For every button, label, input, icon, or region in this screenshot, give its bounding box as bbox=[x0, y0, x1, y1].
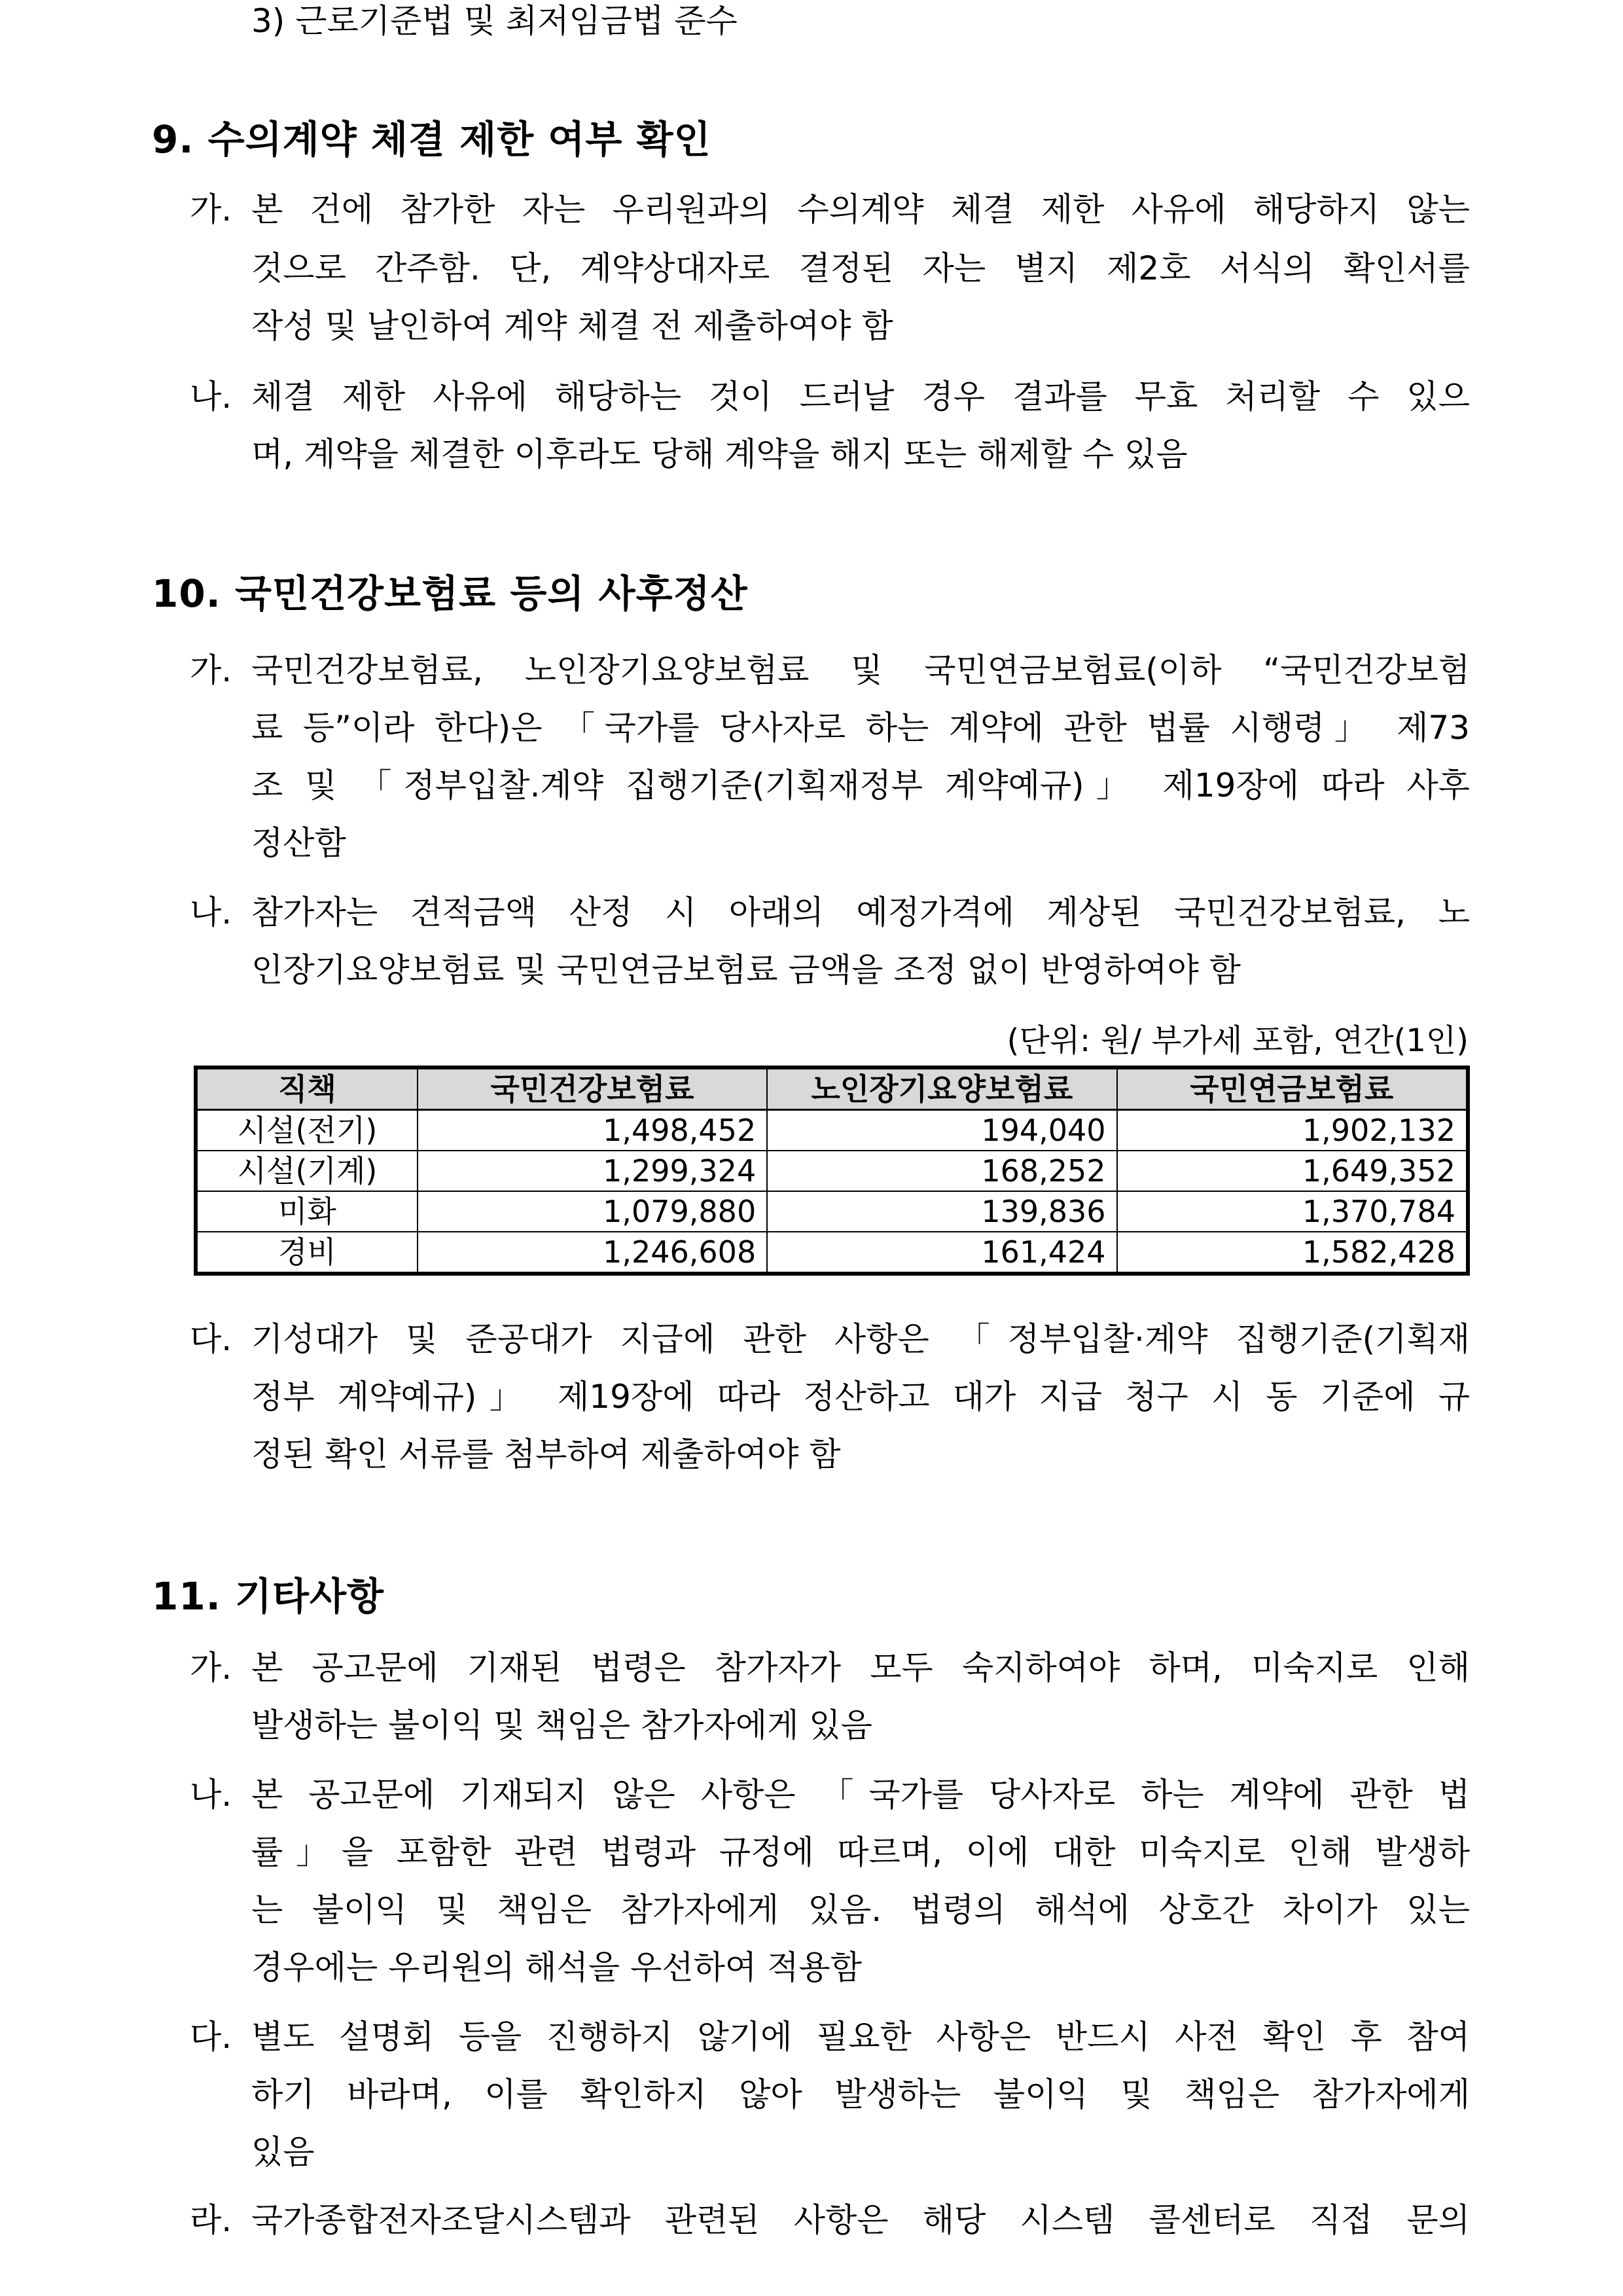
section-9-title: 9. 수의계약 체결 제한 여부 확인 bbox=[152, 117, 711, 162]
section-10-item-na-line-2: 인장기요양보험료 및 국민연금보험료 금액을 조정 없이 반영하여야 함 bbox=[251, 951, 1241, 989]
section-10-item-da-line-3: 정된 확인 서류를 첨부하여 제출하여야 함 bbox=[251, 1435, 841, 1473]
cell-long-term-care: 168,252 bbox=[767, 1151, 1116, 1191]
section-10-item-ga-line-1: 국민건강보험료, 노인장기요양보험료 및 국민연금보험료(이하 “국민건강보험 bbox=[251, 651, 1470, 689]
table-unit-note: (단위: 원/ 부가세 포함, 연간(1인) bbox=[1007, 1022, 1469, 1059]
cell-national-pension: 1,370,784 bbox=[1117, 1191, 1468, 1232]
section-11-item-na-marker: 나. bbox=[190, 1776, 232, 1814]
table-row bbox=[196, 1110, 1468, 1151]
cell-national-pension: 1,582,428 bbox=[1117, 1232, 1468, 1274]
section-9-item-ga-marker: 가. bbox=[190, 190, 232, 228]
cell-position: 미화 bbox=[196, 1191, 418, 1232]
section-9-item-na-marker: 나. bbox=[190, 378, 232, 416]
section-10-item-ga-line-2: 료 등”이라 한다)은 「국가를 당사자로 하는 계약에 관한 법률 시행령」 제73 bbox=[251, 709, 1470, 747]
section-11-item-ra-line-1: 국가종합전자조달시스템과 관련된 사항은 해당 시스템 콜센터로 직접 문의 bbox=[251, 2201, 1470, 2239]
table-row bbox=[196, 1151, 1468, 1191]
section-10-item-na-line-1: 참가자는 견적금액 산정 시 아래의 예정가격에 계상된 국민건강보험료, 노 bbox=[251, 893, 1470, 931]
section-10-item-da-marker: 다. bbox=[190, 1320, 232, 1358]
section-10-item-ga-line-4: 정산함 bbox=[251, 824, 346, 862]
section-10-title: 10. 국민건강보험료 등의 사후정산 bbox=[152, 571, 748, 616]
section-10-item-na-marker: 나. bbox=[190, 893, 232, 931]
header-long-term-care: 노인장기요양보험료 bbox=[767, 1067, 1116, 1110]
section-11-title: 11. 기타사항 bbox=[152, 1574, 385, 1619]
section-10-item-ga-marker: 가. bbox=[190, 651, 232, 689]
header-position: 직책 bbox=[196, 1067, 418, 1110]
section-9-item-na-line-1: 체결 제한 사유에 해당하는 것이 드러날 경우 결과를 무효 처리할 수 있으 bbox=[251, 378, 1470, 416]
section-11-item-na-line-1: 본 공고문에 기재되지 않은 사항은 「국가를 당사자로 하는 계약에 관한 법 bbox=[251, 1776, 1470, 1814]
section-11-item-ga-line-1: 본 공고문에 기재된 법령은 참가자가 모두 숙지하여야 하며, 미숙지로 인해 bbox=[251, 1649, 1470, 1687]
section-11-item-da-line-3: 있음 bbox=[251, 2133, 315, 2171]
cell-health-insurance: 1,498,452 bbox=[418, 1110, 767, 1151]
cell-health-insurance: 1,079,880 bbox=[418, 1191, 767, 1232]
cell-position: 시설(기계) bbox=[196, 1151, 418, 1191]
section-10-item-da-line-1: 기성대가 및 준공대가 지급에 관한 사항은 「정부입찰·계약 집행기준(기획재 bbox=[251, 1320, 1470, 1358]
insurance-fee-table bbox=[194, 1066, 1470, 1276]
list-item-3: 3) 근로기준법 및 최저임금법 준수 bbox=[251, 2, 738, 40]
cell-health-insurance: 1,299,324 bbox=[418, 1151, 767, 1191]
section-11-item-ra-marker: 라. bbox=[190, 2201, 232, 2239]
section-9-item-na-line-2: 며, 계약을 체결한 이후라도 당해 계약을 해지 또는 해제할 수 있음 bbox=[251, 435, 1188, 473]
cell-position: 경비 bbox=[196, 1232, 418, 1274]
section-11-item-na-line-3: 는 불이익 및 책임은 참가자에게 있음. 법령의 해석에 상호간 차이가 있는 bbox=[251, 1891, 1470, 1929]
cell-long-term-care: 161,424 bbox=[767, 1232, 1116, 1274]
section-11-item-da-line-2: 하기 바라며, 이를 확인하지 않아 발생하는 불이익 및 책임은 참가자에게 bbox=[251, 2075, 1470, 2113]
table-row bbox=[196, 1232, 1468, 1274]
section-11-item-na-line-4: 경우에는 우리원의 해석을 우선하여 적용함 bbox=[251, 1948, 862, 1986]
cell-long-term-care: 139,836 bbox=[767, 1191, 1116, 1232]
cell-national-pension: 1,902,132 bbox=[1117, 1110, 1468, 1151]
section-11-item-da-line-1: 별도 설명회 등을 진행하지 않기에 필요한 사항은 반드시 사전 확인 후 참여 bbox=[251, 2018, 1470, 2056]
section-11-item-ga-line-2: 발생하는 불이익 및 책임은 참가자에게 있음 bbox=[251, 1706, 872, 1744]
header-health-insurance: 국민건강보험료 bbox=[418, 1067, 767, 1110]
section-9-item-ga-line-2: 것으로 간주함. 단, 계약상대자로 결정된 자는 별지 제2호 서식의 확인서를 bbox=[251, 249, 1470, 287]
cell-national-pension: 1,649,352 bbox=[1117, 1151, 1468, 1191]
section-11-item-na-line-2: 률」을 포함한 관련 법령과 규정에 따르며, 이에 대한 미숙지로 인해 발생하 bbox=[251, 1833, 1470, 1871]
table-header-row bbox=[196, 1067, 1468, 1110]
section-10-item-da-line-2: 정부 계약예규)」 제19장에 따라 정산하고 대가 지급 청구 시 동 기준에 규 bbox=[251, 1378, 1470, 1416]
header-national-pension: 국민연금보험료 bbox=[1117, 1067, 1468, 1110]
section-11-item-ga-marker: 가. bbox=[190, 1649, 232, 1687]
cell-long-term-care: 194,040 bbox=[767, 1110, 1116, 1151]
section-9-item-ga-line-1: 본 건에 참가한 자는 우리원과의 수의계약 체결 제한 사유에 해당하지 않는 bbox=[251, 190, 1470, 228]
section-9-item-ga-line-3: 작성 및 날인하여 계약 체결 전 제출하여야 함 bbox=[251, 307, 893, 345]
table-row bbox=[196, 1191, 1468, 1232]
cell-health-insurance: 1,246,608 bbox=[418, 1232, 767, 1274]
cell-position: 시설(전기) bbox=[196, 1110, 418, 1151]
section-10-item-ga-line-3: 조 및 「정부입찰.계약 집행기준(기획재정부 계약예규)」 제19장에 따라 사후 bbox=[251, 766, 1470, 804]
section-11-item-da-marker: 다. bbox=[190, 2018, 232, 2056]
